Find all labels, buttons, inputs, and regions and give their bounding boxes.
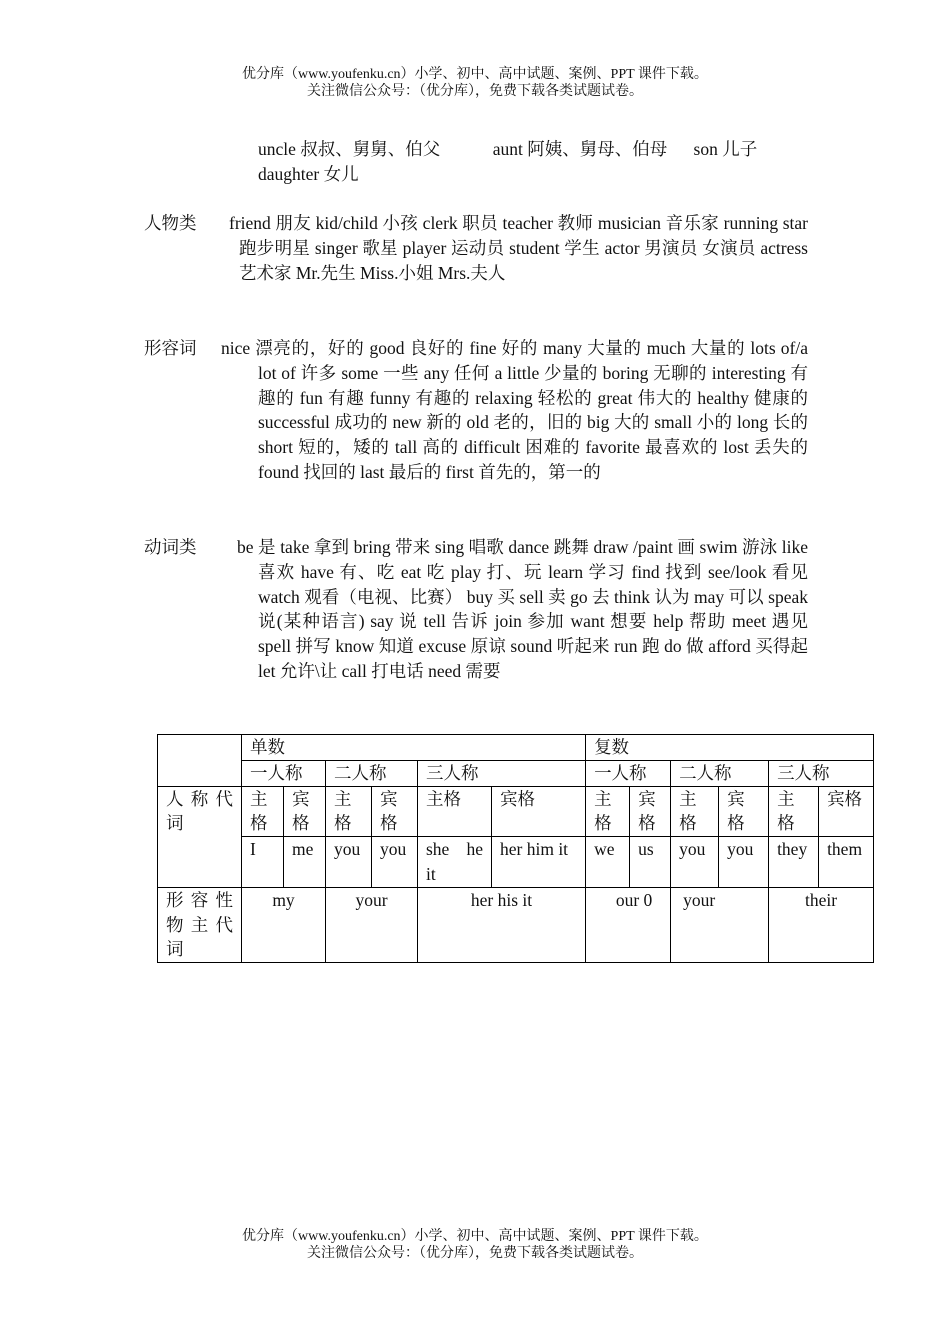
pl-third-person-header: 三人称 [769,760,874,786]
pl-third-subject-label: 主格 [769,786,819,837]
sg-third-subject-label: 主格 [418,786,492,837]
pl-second-object-label: 宾格 [719,786,769,837]
sg-second-subject: you [326,837,372,888]
pronoun-table [157,734,874,963]
page-footer [0,1228,950,1262]
singular-header: 单数 [242,735,586,761]
table-row [158,735,874,761]
plural-header: 复数 [586,735,874,761]
people-vocab: friend 朋友 kid/child 小孩 clerk 职员 teacher 教师 musician 音乐家 running star 跑步明星 singer 歌星 player 运动员 student 学生 actor 男演员 女演员 actress 艺术家 Mr.先生 Miss.小姐 Mrs.夫人 [229,213,808,283]
table-row [158,760,874,786]
family-line-1: uncle 叔叔、舅舅、伯父 aunt 阿姨、舅母、伯母 son 儿子 [258,139,758,159]
poss-pl-second: your [671,887,769,962]
pl-first-subject-label: 主格 [586,786,630,837]
pl-first-subject: we [586,837,630,888]
header-line-1: 优分库（www.youfenku.cn）小学、初中、高中试题、案例、PPT 课件下载。 [242,67,708,82]
pl-first-person-header: 一人称 [586,760,671,786]
sg-third-object: her him it [492,837,586,888]
footer-line-2: 关注微信公众号：（优分库），免费下载各类试题试卷。 [307,1246,643,1261]
pl-first-object: us [630,837,671,888]
personal-pronoun-label: 人称代词 [158,786,242,887]
table-row [158,786,874,837]
poss-sg-second: your [326,887,418,962]
sg-third-person-header: 三人称 [418,760,586,786]
family-line-2: daughter 女儿 [258,163,359,184]
family-vocab [258,137,808,187]
poss-sg-first: my [242,887,326,962]
poss-sg-third: her his it [418,887,586,962]
footer-line-1: 优分库（www.youfenku.cn）小学、初中、高中试题、案例、PPT 课件下载。 [242,1229,708,1244]
table-row [158,837,874,888]
table-row [158,887,874,962]
header-line-2: 关注微信公众号：（优分库），免费下载各类试题试卷。 [307,84,643,99]
pl-second-subject: you [671,837,719,888]
pl-third-object: them [819,837,874,888]
pl-third-object-label: 宾格 [819,786,874,837]
sg-first-person-header: 一人称 [242,760,326,786]
poss-pl-third: their [769,887,874,962]
verb-category-label: 动词类 [144,537,197,557]
page-header [0,66,950,100]
adjective-category-label: 形容词 [144,338,197,358]
pl-second-subject-label: 主格 [671,786,719,837]
sg-first-object: me [284,837,326,888]
sg-second-object: you [372,837,418,888]
sg-first-subject-label: 主格 [242,786,284,837]
people-category-label: 人物类 [144,213,197,233]
sg-third-object-label: 宾格 [492,786,586,837]
pl-second-object: you [719,837,769,888]
sg-second-person-header: 二人称 [326,760,418,786]
pl-first-object-label: 宾格 [630,786,671,837]
poss-pl-first: our 0 [586,887,671,962]
sg-first-object-label: 宾格 [284,786,326,837]
verb-vocab: be 是 take 拿到 bring 带来 sing 唱歌 dance 跳舞 draw /paint 画 swim 游泳 like 喜欢 have 有、吃 eat 吃 play 打、玩 learn 学习 find 找到 see/look 看见 watch 观看（电视、比赛） buy 买 sell 卖 go 去 think 认为 may 可以 speak 说(某种语言) say 说 tell 告诉 join 参加 want 想要 help 帮助 meet 遇见 spell 拼写 know 知道 excuse 原谅 sound 听起来 run 跑 do 做 afford 买得起 let 允许\让 call 打电话 need 需要 [237,537,808,681]
sg-third-subject: she he it [418,837,492,888]
pl-second-person-header: 二人称 [671,760,769,786]
pl-third-subject: they [769,837,819,888]
possessive-pronoun-label: 形容性物主代词 [158,887,242,962]
sg-second-object-label: 宾格 [372,786,418,837]
sg-second-subject-label: 主格 [326,786,372,837]
table-corner-cell [158,735,242,787]
adjective-vocab: nice 漂亮的，好的 good 良好的 fine 好的 many 大量的 much 大量的 lots of/a lot of 许多 some 一些 any 任何 a little 少量的 boring 无聊的 interesting 有趣的 fun 有趣 funny 有趣的 relaxing 轻松的 great 伟大的 healthy 健康的 successful 成功的 new 新的 old 老的，旧的 big 大的 small 小的 long 长的 short 短的，矮的 tall 高的 difficult 困难的 favorite 最喜欢的 lost 丢失的 found 找回的 last 最后的 first 首先的，第一的 [221,338,808,482]
sg-first-subject: I [242,837,284,888]
